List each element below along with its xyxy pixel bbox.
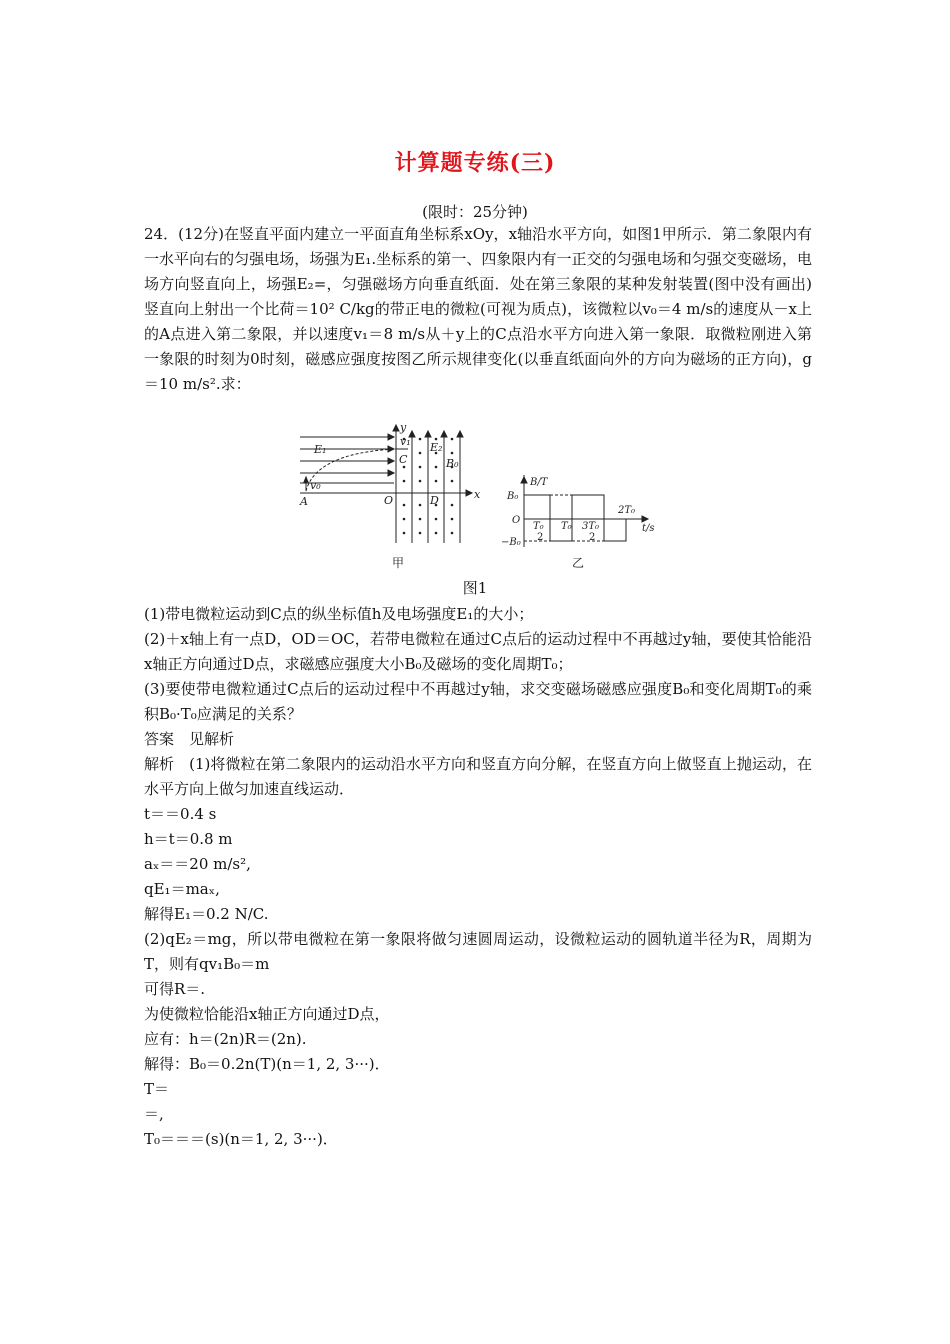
solution-line-3: h＝t＝0.8 m: [144, 830, 233, 848]
problem-stem-block: [144, 222, 812, 397]
tick-T0: T₀: [561, 521, 572, 532]
tick-3T0-half: 3T₀: [582, 521, 600, 532]
solution-line-5: qE₁＝maₓ,: [144, 880, 220, 898]
label-jia: 甲: [392, 556, 405, 570]
tick-T0-half: T₀: [533, 521, 544, 532]
label-C: C: [399, 453, 408, 466]
solution-line-4: aₓ＝＝20 m/s²,: [144, 855, 251, 873]
question-2: (2)＋x轴上有一点D，OD＝OC，若带电微粒在通过C点后的运动过程中不再越过y轴，要使其恰能沿x轴正方向通过D点，求磁感应强度大小B₀及磁场的变化周期T₀；: [144, 630, 812, 673]
figure-caption: 图1: [462, 579, 488, 597]
label-t-axis: t/s: [642, 523, 655, 534]
label-yi: 乙: [572, 556, 585, 570]
question-1: (1)带电微粒运动到C点的纵坐标值h及电场强度E₁的大小；: [144, 605, 534, 623]
time-limit: (限时：25分钟): [422, 203, 528, 221]
solution-line-2: t＝＝0.4 s: [144, 805, 217, 823]
question-3: (3)要使带电微粒通过C点后的运动过程中不再越过y轴，求交变磁场磁感应强度B₀和变化周期T₀的乘积B₀·T₀应满足的关系？: [144, 680, 812, 723]
label-E1: E₁: [314, 443, 327, 456]
answer-line: 答案 见解析: [144, 730, 235, 748]
solution-line-7: (2)qE₂＝mg，所以带电微粒在第一象限将做匀速圆周运动，设微粒运动的圆轨道半径为R，周期为T，则有qv₁B₀＝m: [144, 930, 812, 973]
label-E2: E₂: [430, 441, 443, 454]
label-v1: v₁: [400, 435, 411, 448]
label-origin-right: O: [512, 515, 521, 526]
solution-line-14: T₀＝＝＝(s)(n＝1, 2, 3···)．: [144, 1130, 338, 1148]
solution-line-11: 解得：B₀＝0.2n(T)(n＝1, 2, 3···)．: [144, 1055, 390, 1073]
solution-line-8: 可得R＝.: [144, 980, 206, 998]
label-origin: O: [384, 494, 394, 507]
label-v0: v₀: [310, 479, 321, 492]
figure-1: [296, 423, 666, 573]
label-D: D: [430, 494, 439, 507]
tick-T0-half-denom: 2: [537, 532, 544, 543]
label-B0-neg: −B₀: [501, 537, 521, 548]
solution-line-13: ＝,: [144, 1105, 164, 1123]
solution-line-9: 为使微粒恰能沿x轴正方向通过D点，: [144, 1005, 390, 1023]
questions-block: [144, 602, 812, 1152]
solution-line-6: 解得E₁＝0.2 N/C.: [144, 905, 269, 923]
page-title: 计算题专练(三): [394, 150, 556, 176]
label-B-axis: B/T: [530, 477, 548, 488]
solution-line-10: 应有：h＝(2n)R＝(2n).: [144, 1030, 307, 1048]
label-x-axis: x: [474, 488, 481, 501]
figure-1-svg: [296, 423, 666, 573]
label-B0-pos: B₀: [507, 491, 519, 502]
tick-2T0: 2T₀: [618, 505, 636, 516]
tick-3T0-half-denom: 2: [589, 532, 596, 543]
label-B0: B₀: [446, 457, 459, 470]
solution-line-1: 解析 (1)将微粒在第二象限内的运动沿水平方向和竖直方向分解，在竖直方向上做竖直上抛运动，在水平方向上做匀加速直线运动．: [144, 755, 812, 798]
label-A: A: [300, 495, 308, 508]
label-y-axis: y: [400, 423, 407, 434]
problem-stem: 24．(12分)在竖直平面内建立一平面直角坐标系xOy，x轴沿水平方向，如图1甲所示．第二象限内有一水平向右的匀强电场，场强为E₁.坐标系的第一、四象限内有一正交的匀强电场和匀强交变磁场，电场方向竖直向上，场强E₂=，匀强磁场方向垂直纸面．处在第三象限的某种发射装置(图中没有画出)竖直向上射出一个比荷＝10² C/kg的带正电的微粒(可视为质点)，该微粒以v₀＝4 m/s的速度从－x上的A点进入第二象限，并以速度v₁＝8 m/s从＋y上的C点沿水平方向进入第一象限．取微粒刚进入第一象限的时刻为0时刻，磁感应强度按图乙所示规律变化(以垂直纸面向外的方向为磁场的正方向)，g＝10 m/s².求：: [144, 225, 812, 393]
solution-line-12: T＝: [144, 1080, 170, 1098]
